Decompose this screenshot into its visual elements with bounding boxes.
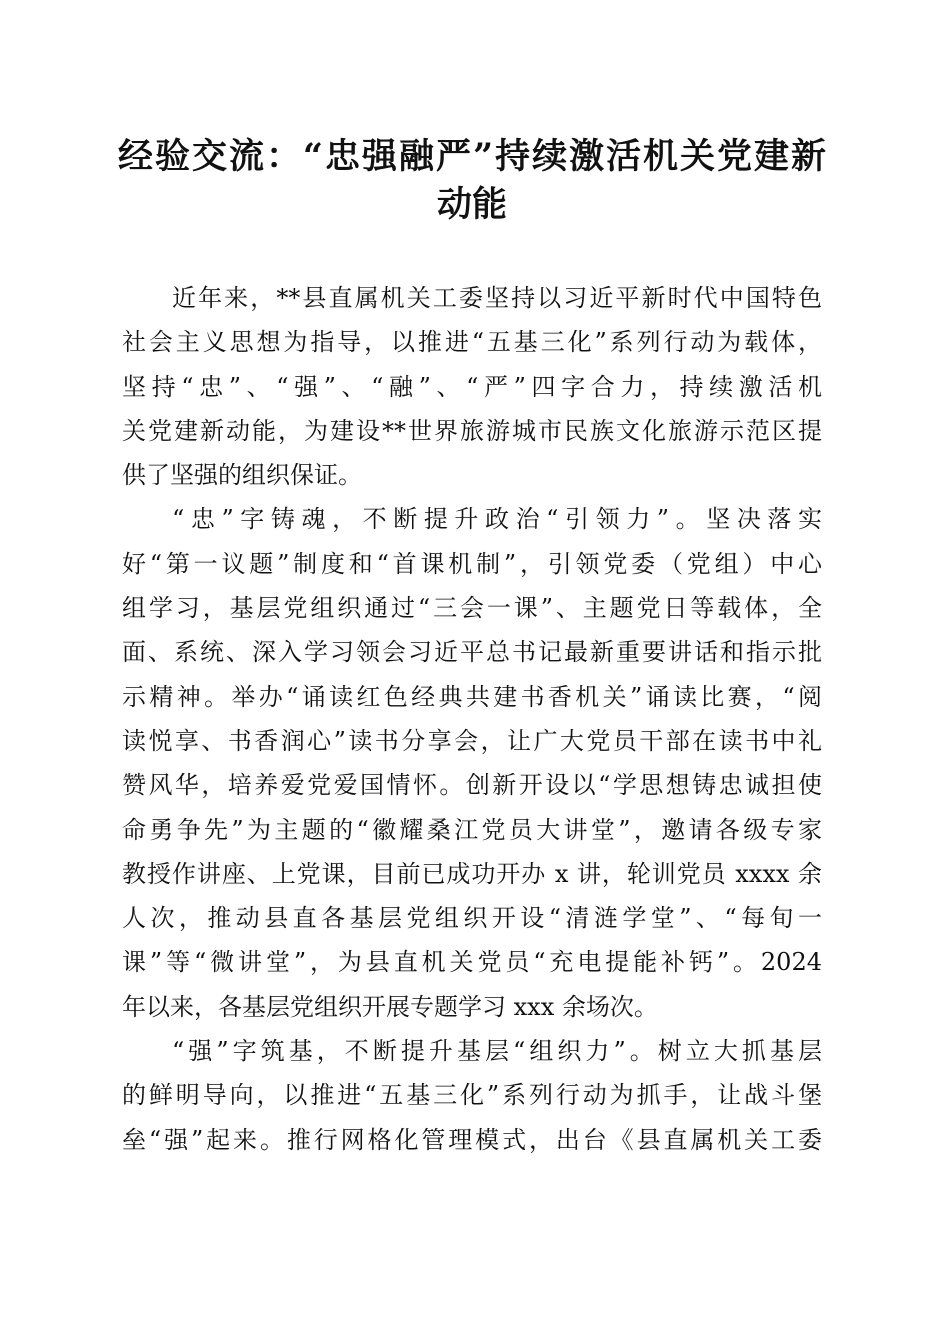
text-line: “强”字筑基，不断提升基层“组织力”。树立大抓基层: [172, 1037, 822, 1066]
text-line: 垒“强”起来。推行网格化管理模式，出台《县直属机关工委: [122, 1125, 822, 1154]
text-line: 示精神。举办“诵读红色经典共建书香机关”诵读比赛，“阅: [122, 682, 822, 711]
text-line: “忠”字铸魂，不断提升政治“引领力”。坚决落实: [172, 505, 822, 534]
text-line: 面、系统、深入学习领会习近平总书记最新重要讲话和指示批: [122, 638, 822, 667]
text-line: 人次，推动县直各基层党组织开设“清涟学堂”、“每旬一: [122, 904, 822, 933]
text-line: 坚持“忠”、“强”、“融”、“严”四字合力，持续激活机: [122, 372, 822, 401]
text-line: 读悦享、书香润心”读书分享会，让广大党员干部在读书中礼: [122, 726, 822, 755]
text-line: 命勇争先”为主题的“徽耀桑江党员大讲堂”，邀请各级专家: [122, 815, 822, 844]
paragraph-loyalty: [122, 497, 822, 1029]
text-line: 课”等“微讲堂”，为县直机关党员“充电提能补钙”。2024: [122, 948, 822, 977]
document-body: [122, 276, 822, 1162]
text-line: 关党建新动能，为建设**世界旅游城市民族文化旅游示范区提: [122, 416, 822, 445]
paragraph-intro: [122, 276, 822, 497]
text-line: 年以来，各基层党组织开展专题学习 xxx 余场次。: [122, 992, 658, 1021]
text-line: 供了坚强的组织保证。: [122, 461, 362, 490]
text-line: 好“第一议题”制度和“首课机制”，引领党委（党组）中心: [122, 549, 822, 578]
text-line: 近年来，**县直属机关工委坚持以习近平新时代中国特色: [172, 284, 822, 312]
text-line: 赞风华，培养爱党爱国情怀。创新开设以“学思想铸忠诚担使: [122, 771, 822, 800]
text-line: 组学习，基层党组织通过“三会一课”、主题党日等载体，全: [122, 594, 822, 623]
document-title-line-1: 经验交流：“忠强融严”持续激活机关党建新: [118, 136, 826, 177]
text-line: 社会主义思想为指导，以推进“五基三化”系列行动为载体，: [122, 328, 822, 357]
text-line: 的鲜明导向，以推进“五基三化”系列行动为抓手，让战斗堡: [122, 1081, 822, 1110]
text-line: 教授作讲座、上党课，目前已成功开办 x 讲，轮训党员 xxxx 余: [122, 859, 822, 888]
document-title-line-2: 动能: [436, 184, 507, 225]
paragraph-strength: [122, 1029, 822, 1162]
